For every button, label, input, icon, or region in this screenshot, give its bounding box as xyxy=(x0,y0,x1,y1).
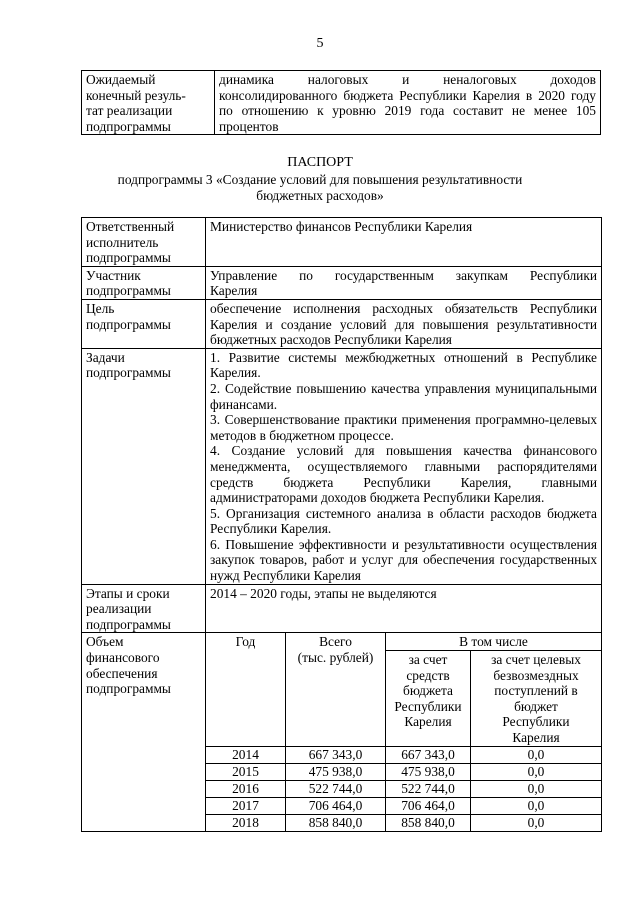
passport-table xyxy=(81,217,602,832)
tasks-label xyxy=(82,348,206,584)
header-line: бюджета xyxy=(403,683,453,699)
targeted-cell: 0,0 xyxy=(471,780,602,797)
expected-result-value xyxy=(215,71,601,135)
label-line: подпрограммы xyxy=(86,118,171,134)
header-line: Республики xyxy=(394,698,462,714)
participant-label xyxy=(82,266,206,299)
expected-result-row xyxy=(82,71,601,135)
label-line: Цель xyxy=(86,300,115,316)
value-line: динамика налоговых и неналоговых доходов xyxy=(219,72,596,87)
passport-subtitle-line2: бюджетных расходов» xyxy=(256,188,384,203)
targeted-cell: 0,0 xyxy=(471,797,602,814)
label-line: Участник xyxy=(86,267,141,283)
label-line: подпрограммы xyxy=(86,250,171,266)
expected-result-label xyxy=(82,71,215,135)
label-line: подпрограммы xyxy=(86,316,171,332)
col-targeted-header xyxy=(471,651,602,747)
header-line: поступлений в xyxy=(494,683,578,699)
budget-cell: 858 840,0 xyxy=(386,814,471,831)
header-line: Республики xyxy=(502,714,570,730)
year-cell: 2014 xyxy=(206,746,286,763)
total-cell: 522 744,0 xyxy=(286,780,386,797)
header-line: средств xyxy=(406,667,450,683)
label-line: подпрограммы xyxy=(86,616,171,632)
label-line: Ответственный xyxy=(86,219,175,234)
header-line: безвозмездных xyxy=(493,667,579,683)
total-cell: 706 464,0 xyxy=(286,797,386,814)
label-line: Объем xyxy=(86,634,124,650)
finance-label xyxy=(82,633,206,831)
goal-value: обеспечение исполнения расходных обязательств Республики Карелия и создание условий для повышения результативности бюджетных расходов Республики Карелия xyxy=(206,299,602,348)
participant-value xyxy=(206,266,602,299)
budget-cell: 706 464,0 xyxy=(386,797,471,814)
targeted-cell: 0,0 xyxy=(471,763,602,780)
header-line: (тыс. рублей) xyxy=(297,650,374,666)
label-line: обеспечения xyxy=(86,665,158,681)
total-cell: 858 840,0 xyxy=(286,814,386,831)
responsible-value: Министерство финансов Республики Карелия xyxy=(206,218,602,267)
total-cell: 475 938,0 xyxy=(286,763,386,780)
value-line: по отношению к уровню 2019 года составит не менее 105 xyxy=(219,103,596,119)
expected-result-table xyxy=(81,70,601,135)
label-line: конечный резуль- xyxy=(86,87,186,103)
col-including-header: В том числе xyxy=(386,633,602,651)
value-line: Карелия xyxy=(210,283,258,299)
label-line: Задачи xyxy=(86,349,125,365)
header-line: Всего xyxy=(319,634,352,650)
label-line: подпрограммы xyxy=(86,365,171,381)
label-line: финансового xyxy=(86,650,160,666)
value-line: Управление по государственным закупкам Республики xyxy=(210,267,598,283)
stages-label xyxy=(82,584,206,633)
passport-title: ПАСПОРТ xyxy=(287,155,353,170)
responsible-label xyxy=(82,218,206,267)
label-line: подпрограммы xyxy=(86,283,171,299)
year-cell: 2018 xyxy=(206,814,286,831)
year-cell: 2016 xyxy=(206,780,286,797)
task-item: 5. Организация системного анализа в области расходов бюджета Республики Карелия. xyxy=(210,505,598,537)
year-cell: 2017 xyxy=(206,797,286,814)
budget-cell: 475 938,0 xyxy=(386,763,471,780)
header-line: Карелия xyxy=(512,730,560,745)
header-line: за счет целевых xyxy=(491,652,581,668)
page-number: 5 xyxy=(316,36,324,51)
col-budget-header xyxy=(386,651,471,747)
label-line: тат реализации xyxy=(86,103,173,119)
passport-subtitle-line1: подпрограммы 3 «Создание условий для повышения результативности xyxy=(117,172,523,187)
tasks-value xyxy=(206,348,602,584)
goal-row xyxy=(82,299,602,348)
finance-header-row xyxy=(82,633,602,651)
task-item: 3. Совершенствование практики применения программно-целевых методов в бюджетном процессе. xyxy=(210,412,598,443)
total-cell: 667 343,0 xyxy=(286,746,386,763)
goal-label xyxy=(82,299,206,348)
header-line: за счет xyxy=(408,652,448,668)
label-line: реализации xyxy=(86,601,152,617)
participant-row xyxy=(82,266,602,299)
header-line: бюджет xyxy=(514,698,558,714)
task-item: 1. Развитие системы межбюджетных отношений в Республике Карелия. xyxy=(210,349,598,381)
col-total-header xyxy=(286,633,386,746)
year-cell: 2015 xyxy=(206,763,286,780)
label-line: подпрограммы xyxy=(86,681,171,697)
budget-cell: 667 343,0 xyxy=(386,746,471,763)
label-line: исполнитель xyxy=(86,234,159,250)
targeted-cell: 0,0 xyxy=(471,746,602,763)
task-item: 2. Содействие повышению качества управления муниципальными финансами. xyxy=(210,380,598,412)
value-line: процентов xyxy=(219,118,279,134)
stages-row xyxy=(82,584,602,633)
label-line: Ожидаемый xyxy=(86,72,156,87)
budget-cell: 522 744,0 xyxy=(386,780,471,797)
tasks-row xyxy=(82,348,602,584)
task-item: 6. Повышение эффективности и результативности осуществления закупок товаров, работ и услуг для обеспечения государственных нужд Республики Карелия xyxy=(210,536,598,584)
task-item: 4. Создание условий для повышения качества финансового менеджмента, осуществляемого главными распорядителями средств бюджета Республики Карелия, главными администраторами доходов бюджета Республики Карелия. xyxy=(210,443,598,506)
targeted-cell: 0,0 xyxy=(471,814,602,831)
col-year-header: Год xyxy=(206,633,286,746)
header-line: Карелия xyxy=(404,714,452,730)
stages-value: 2014 – 2020 годы, этапы не выделяются xyxy=(206,584,602,633)
label-line: Этапы и сроки xyxy=(86,585,170,601)
value-line: консолидированного бюджета Республики Карелия в 2020 году xyxy=(219,87,596,103)
responsible-row xyxy=(82,218,602,267)
